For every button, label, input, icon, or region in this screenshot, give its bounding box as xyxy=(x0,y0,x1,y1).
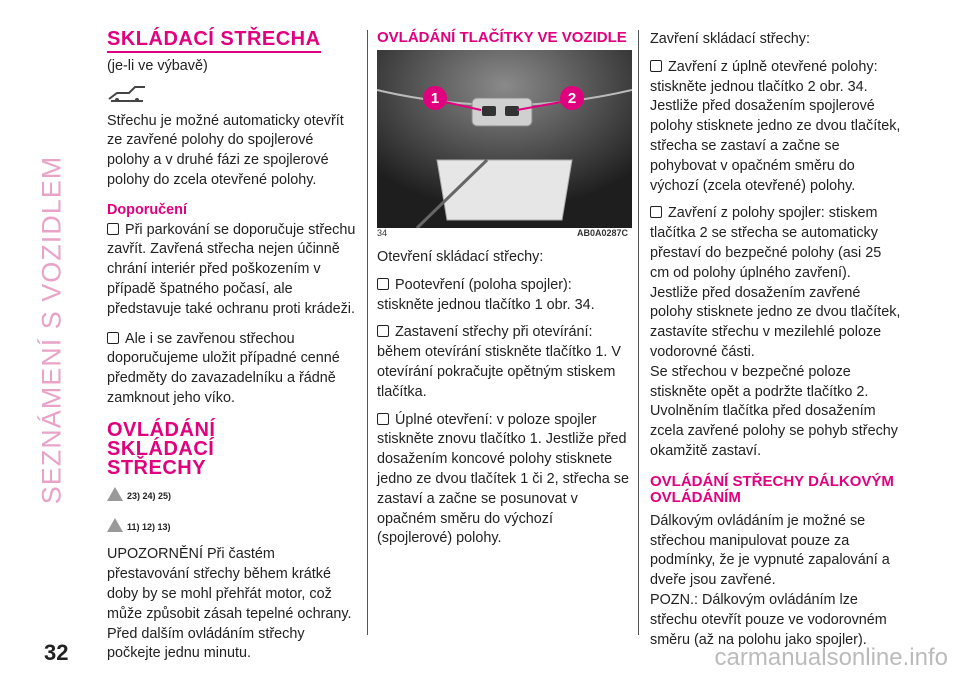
remote-text: Dálkovým ovládáním je možné se střechou manipulovat pouze za podmínky, že je vypnuté zapalování a dveře jsou zavřené. xyxy=(650,512,890,589)
bullet-text: Zavření z úplně otevřené polohy: stiskněte jednou tlačítko 2 obr. 34. Jestliže před dosažením spojlerové polohy stisknete jedno ze dvou tlačítek, střecha se zastaví a začne se pohybovat v opačném směru do výchozí (zcela otevřené) polohy. xyxy=(650,58,901,194)
note-text: POZN.: Dálkovým ovládáním lze střechu otevřít pouze ve vodorovném směru (až na polohu jako spojler). xyxy=(650,591,887,648)
callout-2: 2 xyxy=(567,90,577,107)
figure-caption xyxy=(377,228,632,238)
bullet-text: Ale i se zavřenou střechou doporučujeme uložit případné cenné předměty do zavazadelníku a řádně zamknout jeho víko. xyxy=(107,330,340,406)
warning-refs xyxy=(107,486,357,507)
bullet-item xyxy=(650,58,902,197)
column-1 xyxy=(107,30,357,664)
bullet-item xyxy=(377,411,632,550)
figure-photo xyxy=(377,50,632,228)
figure-number: 34 xyxy=(377,228,388,238)
section-heading-2: OVLÁDÁNÍ SKLÁDACÍ STŘECHY xyxy=(107,418,216,479)
bullet-item xyxy=(377,323,632,402)
bullet-icon xyxy=(107,332,119,344)
figure-code: AB0A0287C xyxy=(576,228,628,238)
bullet-item xyxy=(107,330,357,409)
column-3 xyxy=(650,30,902,650)
warning-refs-text: 23) 24) 25) xyxy=(127,490,172,501)
bullet-text: Úplné otevření: v poloze spojler stiskněte znovu tlačítko 1. Jestliže před dosažením koncové polohy stisknete jedno ze dvou tlačítek 1 či 2, střecha se zastaví a začne se posunovat v opačném směru do výchozí (spojlerové) polohy. xyxy=(377,411,629,547)
caution-refs xyxy=(107,517,357,538)
recommendation-heading: Doporučení xyxy=(107,201,187,218)
caution-refs-text: 11) 12) 13) xyxy=(127,521,171,532)
bullet-icon xyxy=(107,223,119,235)
convertible-roof-icon xyxy=(107,81,357,110)
bullet-continuation: Se střechou v bezpečné poloze stiskněte opět a podržte tlačítko 2. Uvolněním tlačítka před dosažením zcela zavřené polohy se pohyb střechy okamžitě zastaví. xyxy=(650,363,898,459)
bullet-item xyxy=(377,276,632,316)
subtitle: (je-li ve výbavě) xyxy=(107,58,208,74)
opening-title: Otevření skládací střechy: xyxy=(377,249,544,265)
bullet-icon xyxy=(377,325,389,337)
bullet-item xyxy=(650,204,902,362)
column-2 xyxy=(377,30,632,46)
bullet-icon xyxy=(650,60,662,72)
closing-title: Zavření skládací střechy: xyxy=(650,31,810,47)
intro-text: Střechu je možné automaticky otevřít ze zavřené polohy do spojlerové polohy a v druhé fázi ze spojlerové polohy do zcela otevřené polohy. xyxy=(107,112,344,188)
page-number: 32 xyxy=(44,640,69,665)
callout-1: 1 xyxy=(430,90,440,107)
bullet-item xyxy=(107,221,357,320)
side-section-title: SEZNÁMENÍ S VOZIDLEM xyxy=(36,155,67,505)
warning-text: UPOZORNĚNÍ Při častém přestavování střechy během krátké doby by se mohl přehřát motor, což může způsobit zásah tepelné ochrany. Před dalším ovládáním střechy počkejte jednu minutu. xyxy=(107,546,352,662)
bullet-icon xyxy=(377,413,389,425)
bullet-text: Zavření z polohy spojler: stiskem tlačítka 2 se střecha se automaticky přestaví do bezpečné polohy (asi 25 cm od polohy úplného zavření). Jestliže před dosažením zavřené polohy stisknete jedno ze dvou tlačítek, zastavíte střechu v mezilehlé poloze vodorovné části. xyxy=(650,205,901,360)
section-heading: SKLÁDACÍ STŘECHA xyxy=(107,30,321,53)
caution-icon xyxy=(107,518,123,532)
bullet-icon xyxy=(650,206,662,218)
section-heading: OVLÁDÁNÍ STŘECHY DÁLKOVÝM OVLÁDÁNÍM xyxy=(650,472,894,506)
warning-icon xyxy=(107,487,123,501)
bullet-icon xyxy=(377,278,389,290)
bullet-text: Zastavení střechy při otevírání: během otevírání stiskněte tlačítko 1. V otevírání pokračujte opětným stiskem tlačítka. xyxy=(377,324,621,400)
bullet-text: Pootevření (poloha spojler): stiskněte jednou tlačítko 1 obr. 34. xyxy=(377,276,595,313)
section-heading: OVLÁDÁNÍ TLAČÍTKY VE VOZIDLE xyxy=(377,29,627,46)
watermark: carmanualsonline.info xyxy=(714,644,948,671)
column-divider xyxy=(638,30,639,635)
column-2-body xyxy=(377,248,632,549)
bullet-text: Při parkování se doporučuje střechu zavřít. Zavřená střecha nejen účinně chrání interiér před poškozením v případě špatného počasí, ale představuje také ochranu proti krádeži. xyxy=(107,221,356,317)
column-divider xyxy=(367,30,368,635)
